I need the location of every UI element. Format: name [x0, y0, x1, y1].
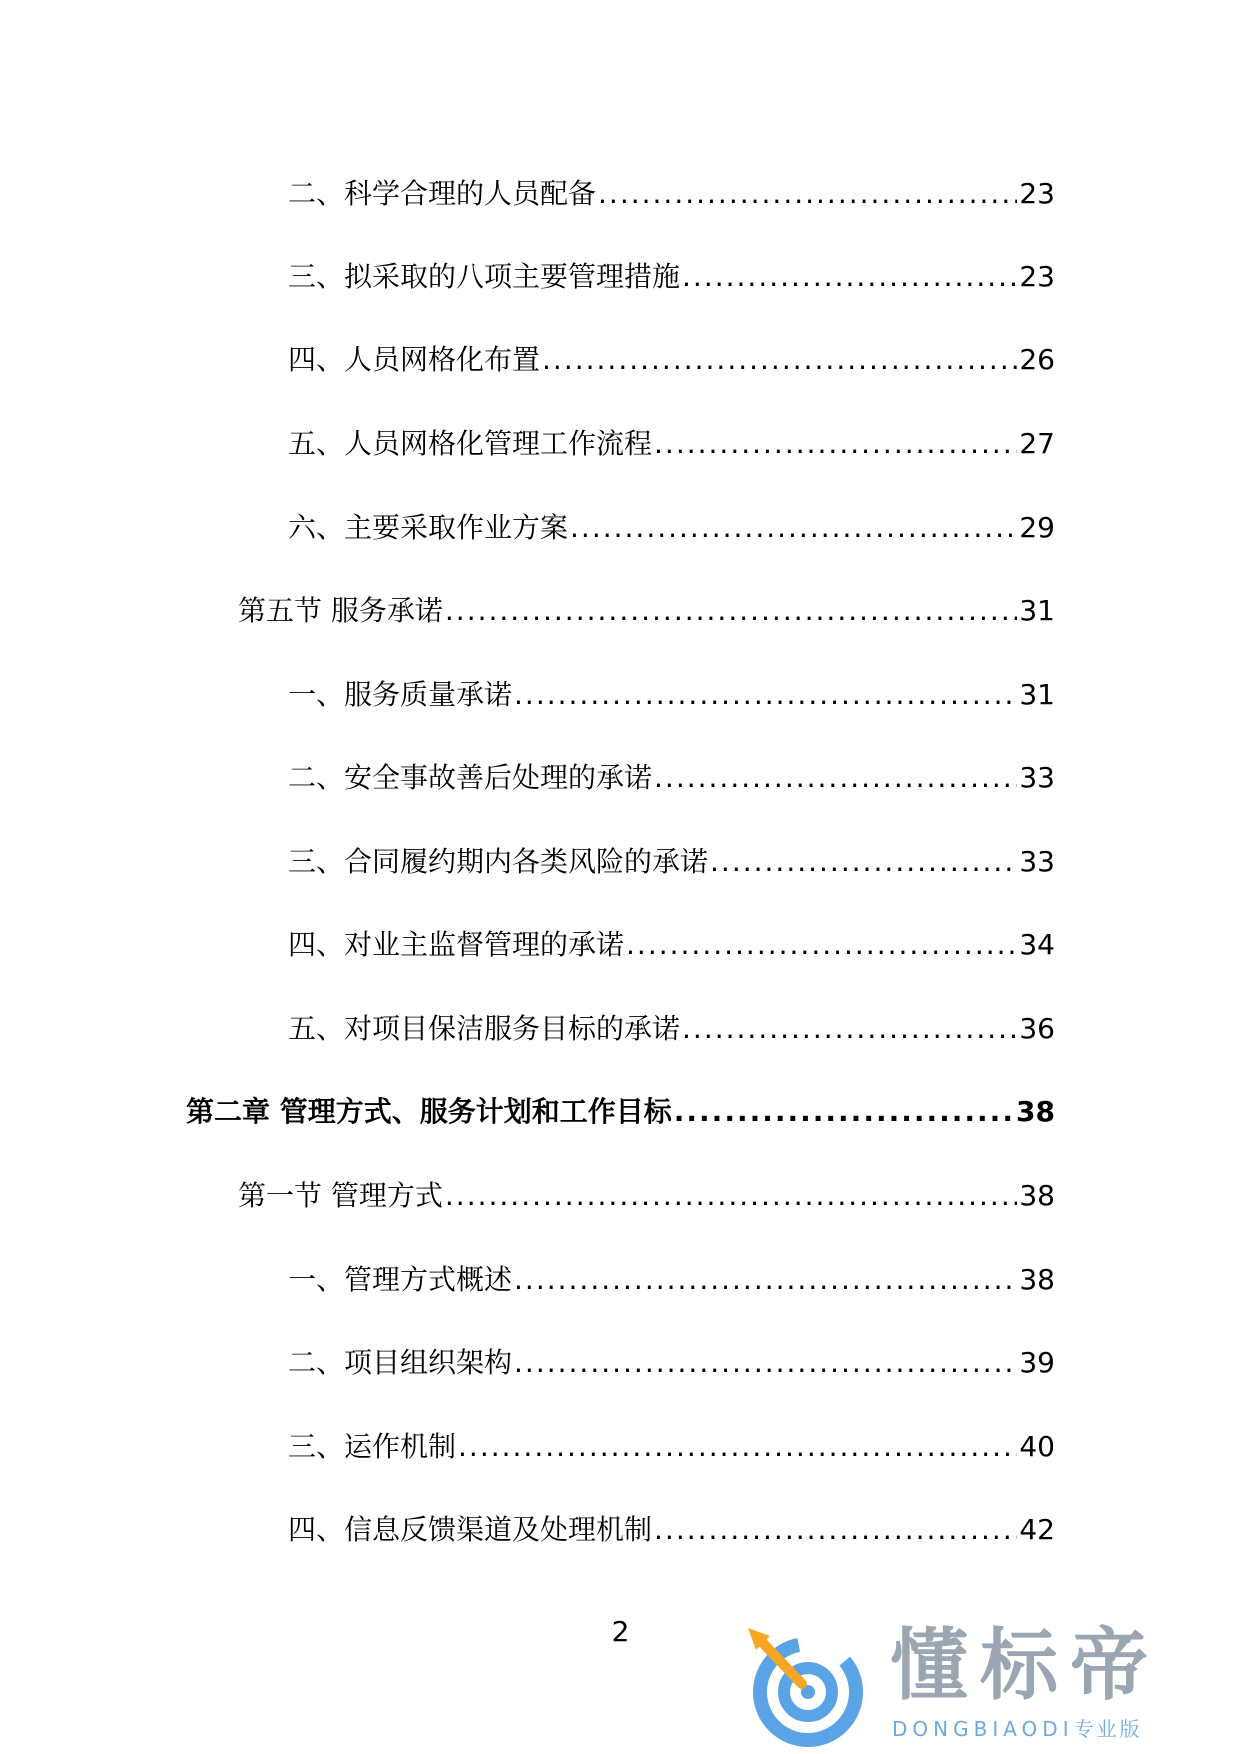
toc-entry-page: 40: [1019, 1430, 1055, 1463]
toc-entry-page: 42: [1019, 1513, 1055, 1546]
toc-entry-chapter[interactable]: [186, 1092, 1055, 1132]
toc-entry[interactable]: [288, 257, 1055, 297]
toc-entry-page: 39: [1019, 1346, 1055, 1379]
toc-entry-title: 五、对项目保洁服务目标的承诺: [288, 1012, 681, 1045]
toc-dot-leader: [542, 340, 1017, 380]
toc-dot-leader: [654, 758, 1017, 798]
toc-entry-page: 23: [1019, 260, 1055, 293]
toc-entry[interactable]: [288, 1427, 1055, 1467]
toc-entry-title: 一、服务质量承诺: [288, 678, 513, 711]
toc-dot-leader: [654, 1510, 1017, 1550]
toc-entry-page: 26: [1019, 343, 1055, 376]
toc-dot-leader: [682, 257, 1017, 297]
toc-dot-leader: [598, 174, 1017, 214]
toc-entry[interactable]: [288, 1260, 1055, 1300]
toc-dot-leader: [654, 424, 1017, 464]
toc-entry[interactable]: [288, 842, 1055, 882]
toc-entry-title: 一、管理方式概述: [288, 1263, 513, 1296]
toc-dot-leader: [626, 925, 1017, 965]
toc-entry-title: 二、安全事故善后处理的承诺: [288, 761, 653, 794]
toc-entry-page: 23: [1019, 177, 1055, 210]
toc-entry[interactable]: [288, 424, 1055, 464]
toc-entry-title: 三、拟采取的八项主要管理措施: [288, 260, 681, 293]
watermark-subtitle: [892, 1716, 1143, 1742]
toc-dot-leader: [710, 842, 1017, 882]
toc-entry-title: 四、人员网格化布置: [288, 343, 541, 376]
toc-entry[interactable]: [288, 675, 1055, 715]
toc-entry-page: 27: [1019, 427, 1055, 460]
toc-entry-page: 36: [1019, 1012, 1055, 1045]
watermark-edition: 专业版: [1073, 1717, 1143, 1741]
toc-entry[interactable]: [238, 591, 1055, 631]
toc-entry-page: 38: [1019, 1263, 1055, 1296]
toc-entry-page: 34: [1019, 928, 1055, 961]
toc-entry[interactable]: [288, 1343, 1055, 1383]
toc-dot-leader: [682, 1009, 1017, 1049]
toc-entry-title: 三、运作机制: [288, 1430, 457, 1463]
toc-entry[interactable]: [288, 1009, 1055, 1049]
toc-entry-title: 第五节 服务承诺: [238, 594, 443, 627]
toc-entry-title: 第二章 管理方式、服务计划和工作目标: [186, 1095, 672, 1128]
toc-entry-title: 四、对业主监督管理的承诺: [288, 928, 625, 961]
toc-dot-leader: [674, 1092, 1014, 1132]
toc-entry-title: 三、合同履约期内各类风险的承诺: [288, 845, 709, 878]
toc-entry[interactable]: [238, 1176, 1055, 1216]
toc-entry[interactable]: [288, 925, 1055, 965]
toc-entry[interactable]: [288, 340, 1055, 380]
toc-dot-leader: [570, 508, 1017, 548]
toc-entry-title: 五、人员网格化管理工作流程: [288, 427, 653, 460]
toc-entry[interactable]: [288, 174, 1055, 214]
toc-entry-page: 38: [1019, 1179, 1055, 1212]
toc-dot-leader: [514, 675, 1017, 715]
target-arrow-icon: [740, 1622, 870, 1748]
toc-entry-title: 六、主要采取作业方案: [288, 511, 569, 544]
toc-dot-leader: [514, 1343, 1017, 1383]
toc-entry-page: 29: [1019, 511, 1055, 544]
watermark-brand: 懂标帝: [890, 1621, 1161, 1711]
toc-entry-title: 二、科学合理的人员配备: [288, 177, 597, 210]
toc-entry-title: 二、项目组织架构: [288, 1346, 513, 1379]
toc-entry-page: 33: [1019, 845, 1055, 878]
toc-entry-title: 第一节 管理方式: [238, 1179, 443, 1212]
toc-entry-title: 四、信息反馈渠道及处理机制: [288, 1513, 653, 1546]
watermark-logo: [740, 1618, 1220, 1748]
toc-entry[interactable]: [288, 1510, 1055, 1550]
toc-dot-leader: [514, 1260, 1017, 1300]
toc-entry-page: 31: [1019, 594, 1055, 627]
watermark-pinyin: DONGBIAODI: [892, 1717, 1074, 1741]
toc-dot-leader: [458, 1427, 1017, 1467]
toc-entry-page: 33: [1019, 761, 1055, 794]
toc-entry-page: 31: [1019, 678, 1055, 711]
toc-entry[interactable]: [288, 508, 1055, 548]
toc-dot-leader: [445, 1176, 1017, 1216]
page-number: 2: [611, 1615, 630, 1648]
toc-dot-leader: [445, 591, 1017, 631]
toc-entry[interactable]: [288, 758, 1055, 798]
toc-entry-page: 38: [1016, 1095, 1055, 1128]
